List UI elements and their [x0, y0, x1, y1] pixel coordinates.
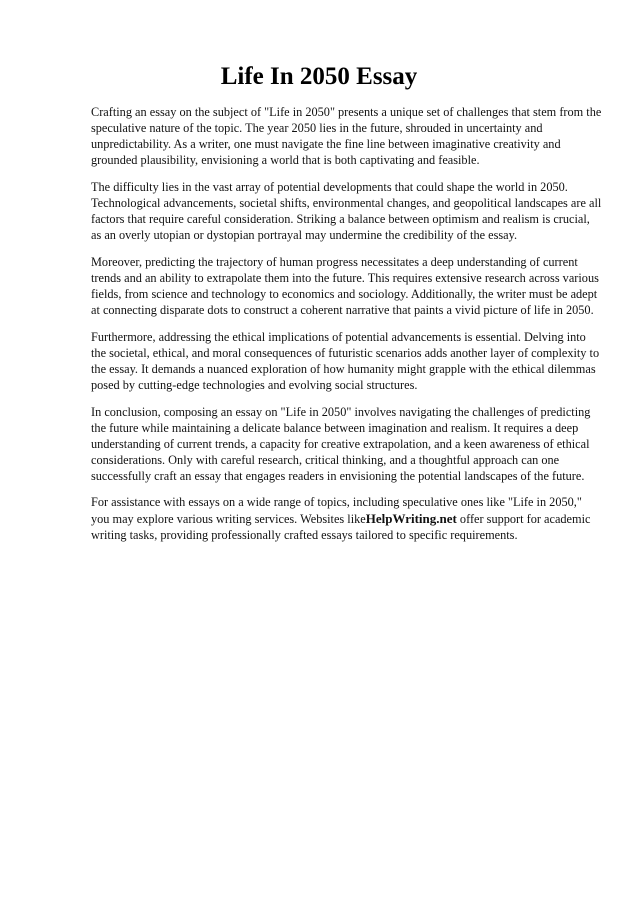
paragraph-1: Crafting an essay on the subject of "Life in 2050" presents a unique set of challenges that stem from the speculative nature of the topic. The year 2050 lies in the future, shrouded in uncertainty and unpredictability. As a writer, one must navigate the fine line between imaginative creativity and grounded plausibility, envisioning a world that is both captivating and feasible.: [91, 105, 602, 168]
paragraph-6-outro: offer support for academic writing tasks, providing professionally crafted essays tailored to specific requirements.: [91, 511, 591, 542]
paragraph-3: Moreover, predicting the trajectory of human progress necessitates a deep understanding of current trends and an ability to extrapolate them into the future. This requires extensive research across various fields, from science and technology to economics and sociology. Additionally, the writer must be adept at connecting disparate dots to construct a coherent narrative that paints a vivid picture of life in 2050.: [91, 254, 599, 318]
page-title: Life In 2050 Essay: [220, 63, 418, 90]
paragraph-5: In conclusion, composing an essay on "Life in 2050" involves navigating the challenges of predicting the future while maintaining a delicate balance between imagination and realism. It requires a deep understanding of current trends, a capacity for creative extrapolation, and a keen awareness of ethical considerations. Only with careful research, critical thinking, and a thoughtful approach can one successfully craft an essay that engages readers in envisioning the potential landscapes of the future.: [91, 404, 591, 483]
paragraph-6-intro: For assistance with essays on a wide range of topics, including speculative ones like "Life in 2050," you may explore various writing services. Websites like: [91, 495, 582, 526]
essay-body: [91, 104, 603, 553]
paragraph-2: The difficulty lies in the vast array of potential developments that could shape the world in 2050. Technological advancements, societal shifts, environmental changes, and geopolitical landscapes are all factors that require careful consideration. Striking a balance between optimism and realism is crucial, as an overly utopian or dystopian portrayal may undermine the credibility of the essay.: [91, 179, 602, 243]
paragraph-6: [91, 494, 603, 542]
helpwriting-link[interactable]: HelpWriting.net: [365, 510, 457, 526]
paragraph-4: Furthermore, addressing the ethical implications of potential advancements is essential. Delving into the societal, ethical, and moral consequences of futuristic scenarios adds another layer of complexity to the essay. It demands a nuanced exploration of how humanity might grapple with the ethical dilemmas posed by cutting-edge technologies and evolving social structures.: [91, 329, 600, 392]
